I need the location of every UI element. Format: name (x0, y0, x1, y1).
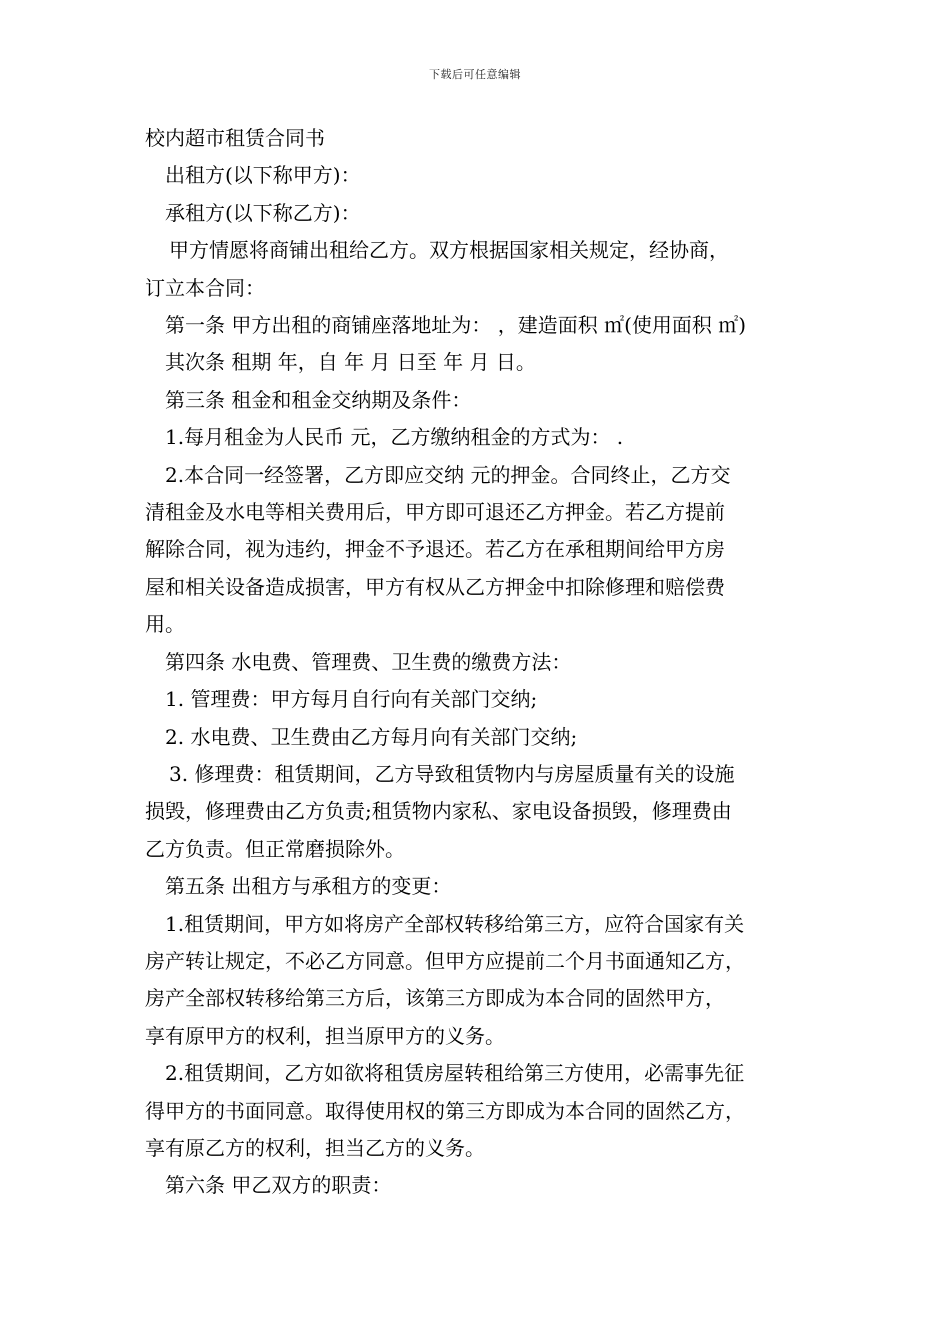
article-3-item-2-line: 清租金及水电等相关费用后，甲方即可退还乙方押金。若乙方提前 (145, 500, 725, 525)
article-2-line: 其次条 租期 年，自 年 月 日至 年 月 日。 (165, 350, 536, 375)
article-5-item-1-line: 1.租赁期间，甲方如将房产全部权转移给第三方，应符合国家有关 (165, 911, 745, 936)
article-3-item-2-line: 2.本合同一经签署，乙方即应交纳 元的押金。合同终止，乙方交 (165, 462, 731, 487)
lessee-line: 承租方(以下称乙方)： (165, 200, 361, 225)
article-5-item-2-line: 2.租赁期间，乙方如欲将租赁房屋转租给第三方使用，必需事先征 (165, 1061, 745, 1086)
article-4-item-3-line: 3. 修理费：租赁期间，乙方导致租赁物内与房屋质量有关的设施 (169, 761, 735, 786)
intro-paragraph-line: 订立本合同： (145, 275, 265, 300)
article-5-item-1-line: 享有原甲方的权利，担当原甲方的义务。 (145, 1023, 505, 1048)
article-6-heading: 第六条 甲乙双方的职责： (165, 1173, 392, 1198)
article-5-item-1-line: 房产全部权转移给第三方后，该第三方即成为本合同的固然甲方， (145, 986, 725, 1011)
article-3-heading: 第三条 租金和租金交纳期及条件： (165, 387, 472, 412)
article-4-item-2: 2. 水电费、卫生费由乙方每月向有关部门交纳; (165, 724, 578, 749)
article-5-item-1-line: 房产转让规定，不必乙方同意。但甲方应提前二个月书面通知乙方， (145, 948, 745, 973)
article-1-line: 第一条 甲方出租的商铺座落地址为： ，建造面积 ㎡(使用面积 ㎡) (165, 313, 747, 338)
intro-paragraph-line: 甲方情愿将商铺出租给乙方。双方根据国家相关规定，经协商， (169, 238, 729, 263)
page-header: 下载后可任意编辑 (429, 68, 521, 81)
article-3-item-2-line: 屋和相关设备造成损害，甲方有权从乙方押金中扣除修理和赔偿费 (145, 574, 725, 599)
lessor-line: 出租方(以下称甲方)： (165, 163, 361, 188)
article-5-heading: 第五条 出租方与承租方的变更： (165, 874, 452, 899)
article-4-item-1: 1. 管理费：甲方每月自行向有关部门交纳; (165, 687, 538, 712)
article-3-item-2-line: 解除合同，视为违约，押金不予退还。若乙方在承租期间给甲方房 (145, 537, 725, 562)
article-3-item-2-line: 用。 (145, 612, 185, 637)
article-4-heading: 第四条 水电费、管理费、卫生费的缴费方法： (165, 649, 572, 674)
article-4-item-3-line: 乙方负责。但正常磨损除外。 (145, 836, 405, 861)
article-5-item-2-line: 得甲方的书面同意。取得使用权的第三方即成为本合同的固然乙方， (145, 1098, 745, 1123)
document-title: 校内超市租赁合同书 (145, 126, 325, 150)
article-4-item-3-line: 损毁，修理费由乙方负责;租赁物内家私、家电设备损毁，修理费由 (145, 799, 732, 824)
document-body (145, 120, 810, 1205)
article-3-item-1: 1.每月租金为人民币 元，乙方缴纳租金的方式为： . (165, 425, 624, 450)
article-5-item-2-line: 享有原乙方的权利，担当乙方的义务。 (145, 1135, 485, 1160)
